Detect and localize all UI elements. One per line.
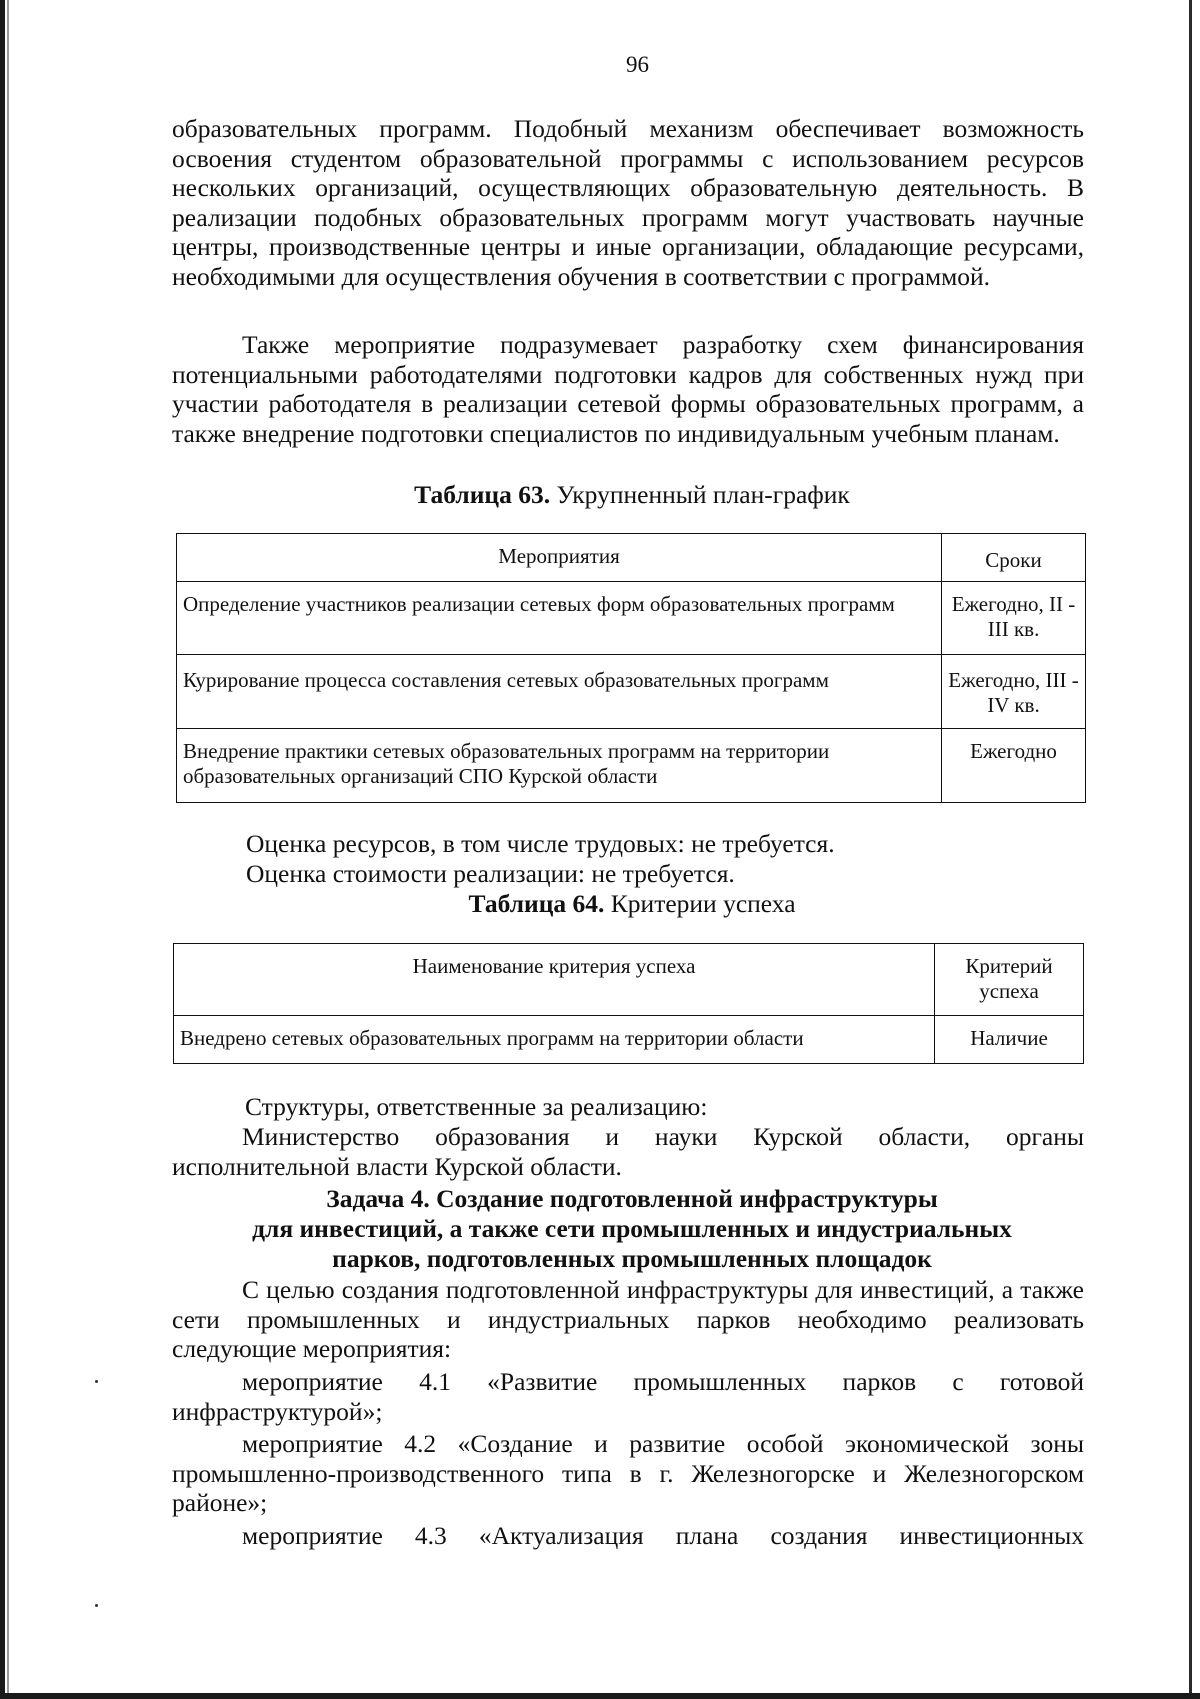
paragraph-network-programs: образовательных программ. Подобный механизм обеспечивает возможность освоения студентом образовательной программы с использованием ресурсов нескольких организаций, осуществляющих образовательную деятельность. В реализации подобных образовательных программ могут участвовать научные центры, производственные центры и иные организации, обладающие ресурсами, необходимыми для осуществления обучения в соответствии с программой. bbox=[172, 114, 1084, 291]
table-header-row bbox=[174, 944, 1084, 1016]
table-cell: Ежегодно, III - IV кв. bbox=[942, 655, 1086, 729]
assessment-resources: Оценка ресурсов, в том числе трудовых: не требуется. bbox=[246, 829, 835, 858]
table-header-cell: Критерий успеха bbox=[935, 944, 1084, 1016]
table-cell: Ежегодно, II - III кв. bbox=[942, 582, 1086, 655]
task-heading-line-2: для инвестиций, а также сети промышленных и индустриальных bbox=[252, 1214, 1012, 1243]
scan-speck bbox=[95, 1380, 98, 1383]
table-cell: Ежегодно bbox=[942, 729, 1086, 803]
table-cell: Наличие bbox=[935, 1016, 1084, 1064]
paragraph-measure-4-1: мероприятие 4.1 «Развитие промышленных парков с готовой инфраструктурой»; bbox=[172, 1367, 1084, 1426]
paragraph-measure-4-2: мероприятие 4.2 «Создание и развитие особой экономической зоны промышленно-производственного типа в г. Железногорске и Железногорском районе»; bbox=[172, 1429, 1084, 1517]
table64-caption-title: Критерии успеха bbox=[604, 889, 796, 918]
scan-edge-right bbox=[1189, 0, 1192, 1699]
paragraph-task4-intro: С целью создания подготовленной инфраструктуры для инвестиций, а также сети промышленных и индустриальных парков необходимо реализовать следующие мероприятия: bbox=[172, 1275, 1084, 1363]
table-row bbox=[177, 655, 1086, 729]
paragraph-measure-4-3: мероприятие 4.3 «Актуализация плана создания инвестиционных bbox=[242, 1521, 1084, 1550]
table-row bbox=[177, 729, 1086, 803]
scan-speck bbox=[95, 1604, 98, 1607]
table63-caption-title: Укрупненный план-график bbox=[550, 480, 850, 509]
table63 bbox=[176, 533, 1086, 803]
table-header-row bbox=[177, 534, 1086, 582]
task-heading-line-1: Задача 4. Создание подготовленной инфраструктуры bbox=[326, 1184, 938, 1213]
table-row bbox=[177, 582, 1086, 655]
table-cell: Внедрение практики сетевых образовательных программ на территории образовательных организаций СПО Курской области bbox=[177, 729, 942, 803]
scan-edge-left bbox=[0, 0, 5, 1699]
table-header-cell: Наименование критерия успеха bbox=[174, 944, 935, 1016]
table-header-cell: Мероприятия bbox=[177, 534, 942, 582]
responsible-label: Структуры, ответственные за реализацию: bbox=[245, 1092, 708, 1121]
responsible-text: Министерство образования и науки Курской области, органы исполнительной власти Курской области. bbox=[172, 1122, 1084, 1181]
task-heading-line-3: парков, подготовленных промышленных площадок bbox=[332, 1244, 932, 1273]
page-number: 96 bbox=[626, 52, 649, 77]
table64-caption bbox=[172, 889, 1092, 919]
table-header-cell: Сроки bbox=[942, 534, 1086, 582]
table-row bbox=[174, 1016, 1084, 1064]
paragraph-financing-schemes: Также мероприятие подразумевает разработку схем финансирования потенциальными работодателями подготовки кадров для собственных нужд при участии работодателя в реализации сетевой формы образовательных программ, а также внедрение подготовки специалистов по индивидуальным учебным планам. bbox=[172, 330, 1084, 448]
scan-edge-bottom bbox=[0, 1693, 1200, 1699]
table63-caption bbox=[172, 480, 1092, 510]
table-cell: Курирование процесса составления сетевых образовательных программ bbox=[177, 655, 942, 729]
assessment-cost: Оценка стоимости реализации: не требуется. bbox=[246, 859, 735, 888]
table64 bbox=[173, 943, 1084, 1064]
table64-caption-number: Таблица 64. bbox=[468, 889, 605, 918]
table-cell: Внедрено сетевых образовательных программ на территории области bbox=[174, 1016, 935, 1064]
scan-edge-left-inner bbox=[7, 0, 9, 1699]
table-cell: Определение участников реализации сетевых форм образовательных программ bbox=[177, 582, 942, 655]
table63-caption-number: Таблица 63. bbox=[414, 480, 551, 509]
